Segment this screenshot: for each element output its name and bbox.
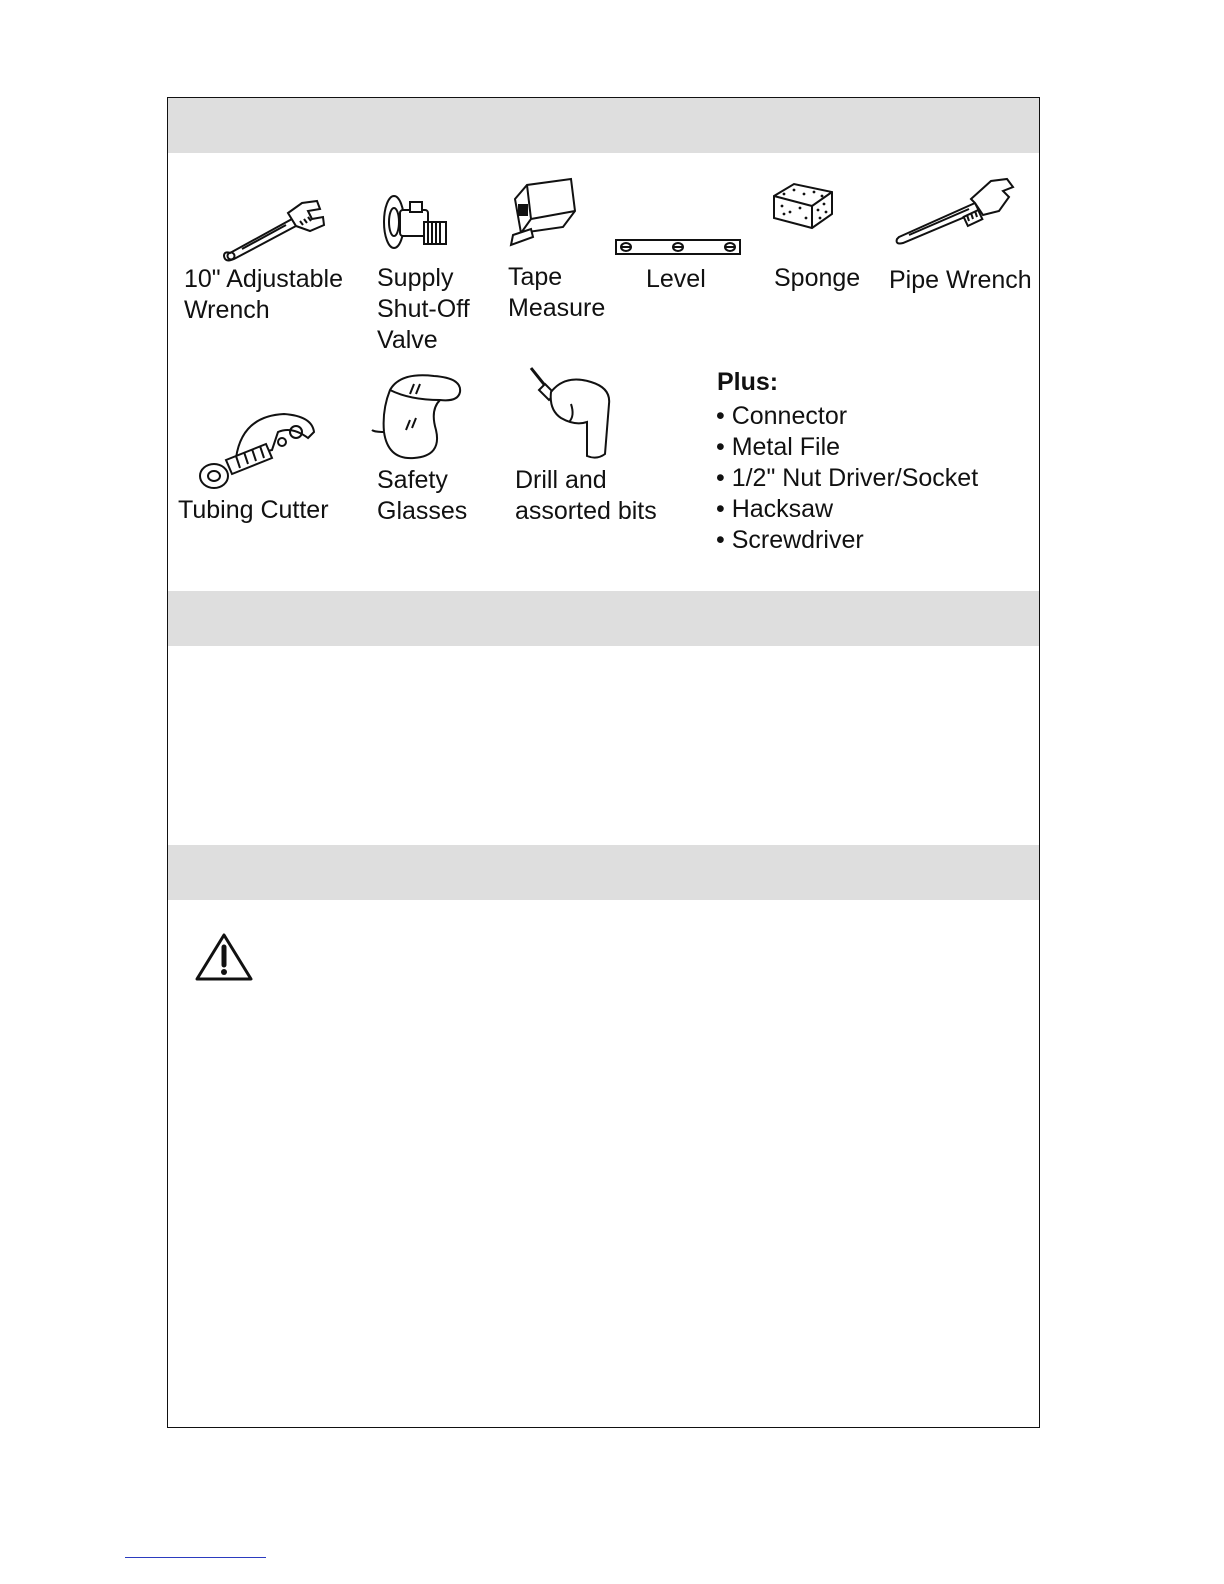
level-icon xyxy=(614,238,742,256)
pipe-wrench-icon xyxy=(895,175,1015,245)
list-item: • 1/2" Nut Driver/Socket xyxy=(716,464,979,492)
tool-label: Supply Shut-Off Valve xyxy=(377,264,470,354)
tool-label: Drill and assorted bits xyxy=(515,466,657,525)
tubing-cutter-icon xyxy=(196,402,322,490)
list-item: • Metal File xyxy=(716,433,841,461)
tool-label: Level xyxy=(646,265,706,293)
tools-header-band xyxy=(168,98,1039,153)
plus-list xyxy=(716,401,978,556)
footer-link-underline xyxy=(125,1557,266,1558)
safety-glasses-icon xyxy=(370,370,465,462)
sponge-icon xyxy=(770,180,836,232)
tool-label: Tape Measure xyxy=(508,263,606,322)
warning-triangle-icon xyxy=(193,931,255,983)
caution-header-band xyxy=(168,845,1039,900)
shut-off-valve-icon xyxy=(380,192,450,250)
tool-label: 10" Adjustable Wrench xyxy=(184,265,343,324)
before-you-begin-header-band xyxy=(168,591,1039,646)
drill-icon xyxy=(525,364,617,464)
plus-title: Plus: xyxy=(717,368,779,396)
tool-label: Tubing Cutter xyxy=(178,496,329,524)
list-item: • Hacksaw xyxy=(716,495,834,523)
list-item: • Screwdriver xyxy=(716,526,864,554)
tool-label: Safety Glasses xyxy=(377,466,468,525)
adjustable-wrench-icon xyxy=(222,197,328,263)
tape-measure-icon xyxy=(505,177,580,249)
tool-label: Pipe Wrench xyxy=(889,266,1032,294)
tool-label: Sponge xyxy=(774,264,861,292)
list-item: • Connector xyxy=(716,402,848,430)
